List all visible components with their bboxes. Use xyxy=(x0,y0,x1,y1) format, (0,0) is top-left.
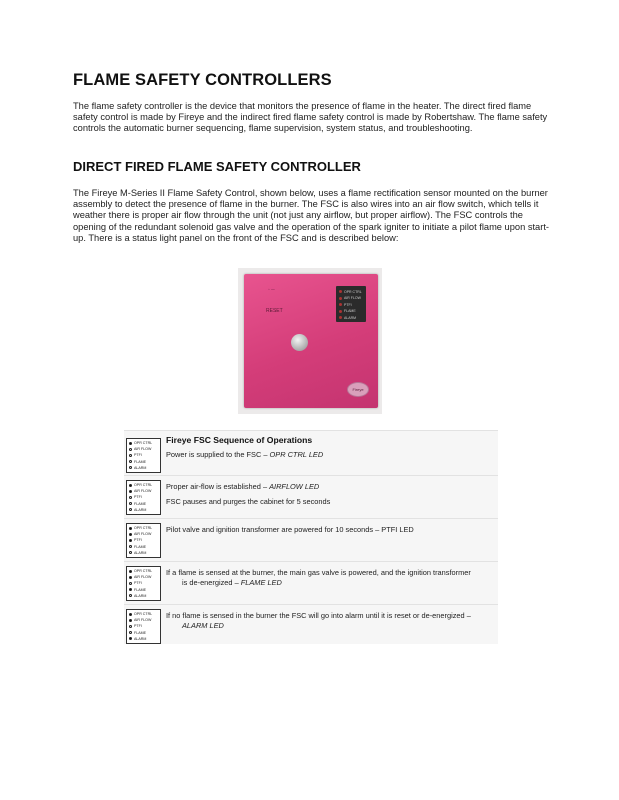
panel-led-label: OPR CTRL xyxy=(134,612,153,616)
panel-led-item xyxy=(129,636,146,642)
page-title: FLAME SAFETY CONTROLLERS xyxy=(73,71,332,89)
panel-led-label: PTFI xyxy=(134,453,142,458)
led-dot-icon xyxy=(129,508,132,511)
status-panel-diagram xyxy=(126,609,161,644)
status-panel-diagram xyxy=(126,566,161,601)
panel-led-label: AIR FLOW xyxy=(134,618,152,623)
panel-led-item xyxy=(129,574,151,580)
panel-led-label: OPR CTRL xyxy=(134,569,153,573)
device-reset-label: RESET xyxy=(266,308,283,314)
led-dot-icon xyxy=(129,533,132,536)
panel-led-item xyxy=(129,623,142,629)
device-led-label: PTFI xyxy=(344,302,352,307)
led-dot-icon xyxy=(129,613,132,616)
panel-led-label: AIR FLOW xyxy=(134,489,152,494)
panel-led-label: FLAME xyxy=(134,587,146,592)
device-led-ptfi xyxy=(339,303,342,306)
panel-led-label: PTFI xyxy=(134,624,142,629)
panel-led-label: PTFI xyxy=(134,581,142,586)
panel-led-item xyxy=(129,459,146,465)
led-dot-icon xyxy=(129,576,132,579)
device-led-flame xyxy=(339,310,342,313)
sequence-figure xyxy=(124,430,498,644)
sequence-step-text: If a flame is sensed at the burner, the main gas valve is powered, and the ignition transformer xyxy=(166,568,471,577)
led-dot-icon xyxy=(129,460,132,463)
panel-led-item xyxy=(129,501,146,507)
panel-led-item xyxy=(129,550,146,556)
section-paragraph: The Fireye M-Series II Flame Safety Control, shown below, uses a flame rectification sensor mounted on the burner assembly to detect the presence of flame in the burner. The FSC is also wires into an air flow switch, which tells it weather there is proper air flow through the unit (not just any airflow, but proper airflow). The FSC controls the opening of the redundant solenoid gas valve and the operation of the spark igniter to initiate a pilot flame upon start-up. There is a status light panel on the front of the FSC and is described below: xyxy=(73,188,550,243)
sequence-step xyxy=(124,604,498,645)
sequence-step-text: Proper air-flow is established – AIRFLOW LED xyxy=(166,482,320,491)
led-dot-icon xyxy=(129,594,132,597)
panel-led-label: OPR CTRL xyxy=(134,483,153,487)
panel-led-label: PTFI xyxy=(134,538,142,543)
device-led-label: AIR FLOW xyxy=(344,296,361,300)
led-dot-icon xyxy=(129,496,132,499)
fsc-device xyxy=(244,274,378,408)
panel-led-item xyxy=(129,525,152,531)
status-panel-diagram xyxy=(126,523,161,558)
panel-led-item xyxy=(129,482,152,488)
panel-led-label: FLAME xyxy=(134,630,146,635)
panel-led-label: OPR CTRL xyxy=(134,526,153,530)
sequence-step-text-continued: is de-energized – FLAME LED xyxy=(182,577,282,587)
panel-led-item xyxy=(129,580,142,586)
panel-led-label: FLAME xyxy=(134,459,146,464)
section-heading: DIRECT FIRED FLAME SAFETY CONTROLLER xyxy=(73,159,361,174)
panel-led-item xyxy=(129,531,151,537)
panel-led-item xyxy=(129,617,151,623)
led-dot-icon xyxy=(129,545,132,548)
intro-paragraph: The flame safety controller is the device that monitors the presence of flame in the heater. The direct fired flame safety control is made by Fireye and the indirect fired flame safety control is made by Robertshaw. The flame safety controls the automatic burner sequencing, flame supervision, system status, and troubleshooting. xyxy=(73,101,548,134)
sequence-title: Fireye FSC Sequence of Operations xyxy=(166,435,313,445)
panel-led-label: ALARM xyxy=(134,550,147,555)
device-led-label: FLAME xyxy=(344,309,356,313)
led-dot-icon xyxy=(129,527,132,530)
panel-led-label: AIR FLOW xyxy=(134,575,152,580)
led-dot-icon xyxy=(129,448,132,451)
led-dot-icon xyxy=(129,619,132,622)
sequence-step-text: Power is supplied to the FSC – OPR CTRL LED xyxy=(166,450,324,459)
led-dot-icon xyxy=(129,637,132,640)
led-dot-icon xyxy=(129,625,132,628)
panel-led-item xyxy=(129,587,146,593)
panel-led-item xyxy=(129,494,142,500)
sequence-step-text: Pilot valve and ignition transformer are powered for 10 seconds – PTFI LED xyxy=(166,525,414,534)
panel-led-item xyxy=(129,507,146,513)
status-panel-diagram xyxy=(126,438,161,473)
panel-led-item xyxy=(129,544,146,550)
panel-led-label: AIR FLOW xyxy=(134,532,152,537)
panel-led-item xyxy=(129,593,146,599)
device-led-label: ALARM xyxy=(344,315,357,320)
panel-led-label: ALARM xyxy=(134,465,147,470)
sequence-step xyxy=(124,561,498,605)
led-dot-icon xyxy=(129,490,132,493)
led-dot-icon xyxy=(129,484,132,487)
led-dot-icon xyxy=(129,442,132,445)
sequence-step-note: FSC pauses and purges the cabinet for 5 seconds xyxy=(166,497,331,506)
status-panel-diagram xyxy=(126,480,161,515)
panel-led-item xyxy=(129,611,152,617)
device-led-label: OPR CTRL xyxy=(344,289,362,294)
led-dot-icon xyxy=(129,502,132,505)
led-dot-icon xyxy=(129,466,132,469)
led-dot-icon xyxy=(129,551,132,554)
panel-led-item xyxy=(129,488,151,494)
panel-led-label: FLAME xyxy=(134,501,146,506)
device-knob-mark: ◦ ─ xyxy=(268,287,275,293)
fireye-logo: Fireye xyxy=(347,382,369,397)
panel-led-label: AIR FLOW xyxy=(134,447,152,452)
panel-led-label: ALARM xyxy=(134,507,147,512)
led-dot-icon xyxy=(129,631,132,634)
device-led-panel xyxy=(336,286,366,322)
panel-led-item xyxy=(129,537,142,543)
sequence-step xyxy=(124,430,498,476)
panel-led-label: PTFI xyxy=(134,495,142,500)
led-dot-icon xyxy=(129,454,132,457)
led-dot-icon xyxy=(129,539,132,542)
panel-led-label: ALARM xyxy=(134,636,147,641)
sequence-step-text: If no flame is sensed in the burner the FSC will go into alarm until it is reset or de-energized – xyxy=(166,611,471,620)
sequence-step-text-continued: ALARM LED xyxy=(182,620,224,630)
panel-led-item xyxy=(129,465,146,471)
led-dot-icon xyxy=(129,570,132,573)
panel-led-item xyxy=(129,568,152,574)
sequence-step xyxy=(124,518,498,562)
panel-led-item xyxy=(129,452,142,458)
panel-led-item xyxy=(129,440,152,446)
device-reset-button xyxy=(291,334,308,351)
panel-led-label: OPR CTRL xyxy=(134,441,153,445)
panel-led-item xyxy=(129,446,151,452)
panel-led-label: ALARM xyxy=(134,593,147,598)
device-led-alarm xyxy=(339,316,342,319)
led-dot-icon xyxy=(129,588,132,591)
device-led-opr-ctrl xyxy=(339,290,342,293)
panel-led-label: FLAME xyxy=(134,544,146,549)
fsc-device-photo xyxy=(238,268,382,414)
panel-led-item xyxy=(129,630,146,636)
sequence-step xyxy=(124,475,498,519)
led-dot-icon xyxy=(129,582,132,585)
device-led-air-flow xyxy=(339,297,342,300)
